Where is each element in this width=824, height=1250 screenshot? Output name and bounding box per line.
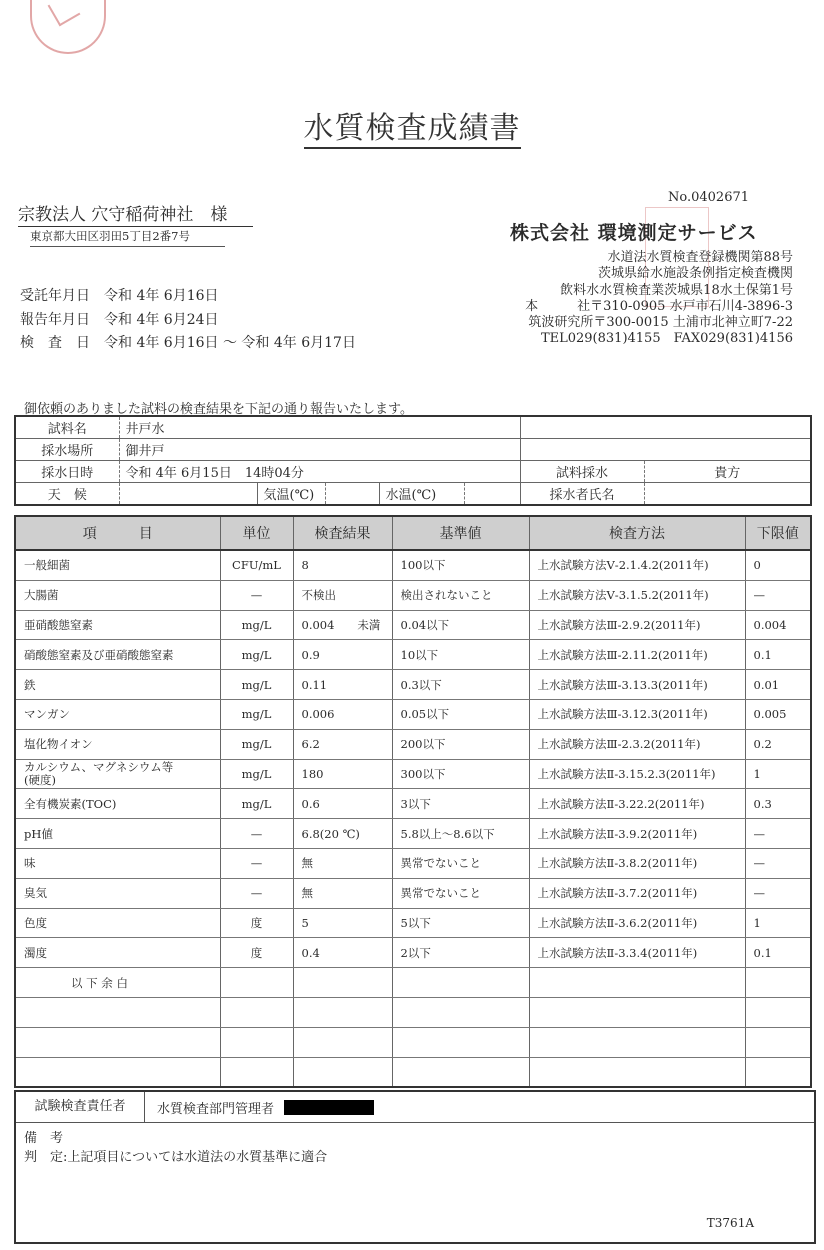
cell-item: 濁度 — [15, 938, 220, 968]
air-temp-value — [325, 483, 379, 506]
datetime-value: 令和 4年 6月15日 14時04分 — [119, 461, 520, 483]
sample-name-value: 井戸水 — [119, 416, 520, 439]
empty-cell — [293, 1027, 392, 1057]
header-limit: 下限値 — [745, 516, 811, 550]
document-number: No.0402671 — [668, 190, 750, 205]
header-item: 項 目 — [15, 516, 220, 550]
empty-cell — [392, 1057, 529, 1087]
location-value: 御井戸 — [119, 439, 520, 461]
cell-item: カルシウム、マグネシウム等 (硬度) — [15, 759, 220, 789]
cell-standard: 300以下 — [392, 759, 529, 789]
table-row — [15, 938, 811, 968]
cell-standard: 0.04以下 — [392, 610, 529, 640]
cell-method: 上水試験方法Ⅲ-2.9.2(2011年) — [529, 610, 745, 640]
cell-method: 上水試験方法Ⅴ-3.1.5.2(2011年) — [529, 580, 745, 610]
table-row — [15, 610, 811, 640]
date-value: 令和 4年 6月16日 ～ 令和 4年 6月17日 — [104, 335, 356, 351]
table-row — [15, 789, 811, 819]
cell-unit: mg/L — [220, 729, 293, 759]
cell-standard: 5.8以上～8.6以下 — [392, 819, 529, 849]
remarks-label: 備 考 — [24, 1131, 64, 1146]
table-row — [15, 848, 811, 878]
cell-item: 臭気 — [15, 878, 220, 908]
cell-result: 180 — [293, 759, 392, 789]
cell-limit: — — [745, 819, 811, 849]
responsible-value: 水質検査部門管理者 — [157, 1101, 275, 1117]
table-row — [15, 670, 811, 700]
empty-cell — [293, 997, 392, 1027]
cell-method: 上水試験方法Ⅱ-3.7.2(2011年) — [529, 878, 745, 908]
cell-limit: 0.005 — [745, 699, 811, 729]
cell-limit: — — [745, 580, 811, 610]
empty-cell — [220, 1027, 293, 1057]
cell-limit: 0.1 — [745, 938, 811, 968]
water-temp-label: 水温(℃) — [379, 483, 464, 506]
cell-item: 色度 — [15, 908, 220, 938]
sampler-value — [644, 483, 811, 506]
info-row — [15, 416, 811, 439]
cell-result: 無 — [293, 848, 392, 878]
empty-cell — [745, 968, 811, 998]
sampling-value: 貴方 — [644, 461, 811, 483]
cell-limit: 0.2 — [745, 729, 811, 759]
date-row — [20, 285, 356, 309]
empty-row — [15, 1057, 811, 1087]
info-row — [15, 483, 811, 506]
company-details — [493, 250, 793, 348]
date-label: 報告年月日 — [20, 311, 90, 328]
cell-result: 6.8(20 ℃) — [293, 819, 392, 849]
table-row — [15, 908, 811, 938]
info-row — [15, 461, 811, 483]
empty-cell — [15, 997, 220, 1027]
cell-method: 上水試験方法Ⅱ-3.9.2(2011年) — [529, 819, 745, 849]
cell-unit: mg/L — [220, 610, 293, 640]
intro-text: 御依頼のありました試料の検査結果を下記の通り報告いたします。 — [24, 402, 413, 417]
cell-item: 硝酸態窒素及び亜硝酸態窒素 — [15, 640, 220, 670]
header-unit: 単位 — [220, 516, 293, 550]
cell-unit: CFU/mL — [220, 550, 293, 580]
cell-unit: mg/L — [220, 670, 293, 700]
table-row — [15, 550, 811, 580]
cell-method: 上水試験方法Ⅲ-2.11.2(2011年) — [529, 640, 745, 670]
cell-method: 上水試験方法Ⅲ-3.13.3(2011年) — [529, 670, 745, 700]
cell-item: 味 — [15, 848, 220, 878]
sample-info-table — [14, 415, 812, 506]
empty-cell — [529, 968, 745, 998]
cell-method: 上水試験方法Ⅲ-2.3.2(2011年) — [529, 729, 745, 759]
empty-cell — [392, 997, 529, 1027]
company-line: TEL029(831)4155 FAX029(831)4156 — [540, 331, 793, 347]
table-row — [15, 729, 811, 759]
empty-cell — [520, 439, 811, 461]
cell-item: 塩化物イオン — [15, 729, 220, 759]
company-line: 本 社〒310-0905 水戸市石川4-3896-3 — [525, 298, 793, 314]
cell-standard: 検出されないこと — [392, 580, 529, 610]
cell-limit: — — [745, 848, 811, 878]
cell-result: 不検出 — [293, 580, 392, 610]
document-title: 水質検査成績書 — [0, 103, 824, 147]
table-row — [15, 878, 811, 908]
cell-limit: 0.1 — [745, 640, 811, 670]
table-row — [15, 699, 811, 729]
table-row — [15, 640, 811, 670]
cell-item: 亜硝酸態窒素 — [15, 610, 220, 640]
cell-unit: — — [220, 878, 293, 908]
cell-item: pH値 — [15, 819, 220, 849]
table-row — [15, 580, 811, 610]
date-value: 令和 4年 6月24日 — [104, 311, 219, 328]
cell-method: 上水試験方法Ⅲ-3.12.3(2011年) — [529, 699, 745, 729]
empty-cell — [392, 1027, 529, 1057]
cell-standard: 2以下 — [392, 938, 529, 968]
cell-unit: mg/L — [220, 789, 293, 819]
cell-method: 上水試験方法Ⅱ-3.15.2.3(2011年) — [529, 759, 745, 789]
date-label: 受託年月日 — [20, 288, 90, 304]
cell-method: 上水試験方法Ⅱ-3.3.4(2011年) — [529, 938, 745, 968]
cell-limit: 0 — [745, 550, 811, 580]
cell-standard: 異常でないこと — [392, 848, 529, 878]
empty-cell — [220, 1057, 293, 1087]
results-table — [14, 515, 812, 1088]
cell-result: 5 — [293, 908, 392, 938]
cell-standard: 5以下 — [392, 908, 529, 938]
cell-unit: mg/L — [220, 640, 293, 670]
cell-standard: 0.05以下 — [392, 699, 529, 729]
cell-unit: 度 — [220, 908, 293, 938]
company-line: 水道法水質検査登録機関第88号 — [607, 250, 793, 265]
cell-item: 一般細菌 — [15, 550, 220, 580]
header-result: 検査結果 — [293, 516, 392, 550]
company-line: 飲料水水質検査業茨城県18水土保第1号 — [560, 282, 793, 298]
top-seal-stamp — [30, 0, 106, 54]
date-label: 検 査 日 — [20, 335, 90, 351]
location-label: 採水場所 — [15, 439, 119, 461]
cell-standard: 10以下 — [392, 640, 529, 670]
empty-row — [15, 1027, 811, 1057]
weather-label: 天 候 — [15, 483, 119, 506]
water-temp-value — [464, 483, 520, 506]
client-address: 東京都大田区羽田5丁目2番7号 — [30, 228, 225, 247]
cell-standard: 3以下 — [392, 789, 529, 819]
cell-unit: — — [220, 819, 293, 849]
weather-value — [119, 483, 257, 506]
empty-cell — [529, 1027, 745, 1057]
footer-box — [14, 1090, 816, 1244]
empty-cell — [745, 997, 811, 1027]
table-row — [15, 819, 811, 849]
cell-standard: 100以下 — [392, 550, 529, 580]
cell-standard: 200以下 — [392, 729, 529, 759]
cell-result: 無 — [293, 878, 392, 908]
empty-cell — [220, 997, 293, 1027]
cell-result: 8 — [293, 550, 392, 580]
cell-method: 上水試験方法Ⅴ-2.1.4.2(2011年) — [529, 550, 745, 580]
empty-cell — [529, 997, 745, 1027]
company-line: 筑波研究所〒300-0015 土浦市北神立町7-22 — [528, 315, 793, 331]
responsible-row — [16, 1092, 814, 1123]
cell-result: 0.004 未満 — [293, 610, 392, 640]
cell-result: 0.6 — [293, 789, 392, 819]
cell-method: 上水試験方法Ⅱ-3.6.2(2011年) — [529, 908, 745, 938]
empty-cell — [293, 1057, 392, 1087]
cell-unit: mg/L — [220, 759, 293, 789]
cell-limit: — — [745, 878, 811, 908]
form-code: T3761A — [706, 1216, 754, 1230]
cell-item: マンガン — [15, 699, 220, 729]
client-name: 宗教法人 穴守稲荷神社 様 — [18, 200, 253, 227]
header-standard: 基準値 — [392, 516, 529, 550]
cell-method: 上水試験方法Ⅱ-3.8.2(2011年) — [529, 848, 745, 878]
cell-result: 0.9 — [293, 640, 392, 670]
cell-item: 全有機炭素(TOC) — [15, 789, 220, 819]
judgment-text: 判 定:上記項目については水道法の水質基準に適合 — [24, 1150, 328, 1165]
table-row — [15, 759, 811, 789]
empty-cell — [745, 1057, 811, 1087]
sampler-label: 採水者氏名 — [520, 483, 644, 506]
cell-unit: mg/L — [220, 699, 293, 729]
dates-block — [20, 285, 356, 356]
cell-result: 0.4 — [293, 938, 392, 968]
cell-unit: 度 — [220, 938, 293, 968]
empty-row — [15, 968, 811, 998]
empty-cell — [520, 416, 811, 439]
end-note: 以 下 余 白 — [15, 968, 220, 998]
empty-cell — [15, 1057, 220, 1087]
cell-unit: — — [220, 580, 293, 610]
empty-cell — [293, 968, 392, 998]
empty-cell — [529, 1057, 745, 1087]
cell-item: 鉄 — [15, 670, 220, 700]
empty-cell — [220, 968, 293, 998]
cell-method: 上水試験方法Ⅱ-3.22.2(2011年) — [529, 789, 745, 819]
cell-limit: 0.01 — [745, 670, 811, 700]
sample-name-label: 試料名 — [15, 416, 119, 439]
air-temp-label: 気温(℃) — [257, 483, 325, 506]
date-value: 令和 4年 6月16日 — [104, 288, 219, 304]
empty-cell — [745, 1027, 811, 1057]
empty-cell — [392, 968, 529, 998]
company-name: 株式会社 環境測定サービス — [510, 222, 758, 244]
cell-result: 6.2 — [293, 729, 392, 759]
cell-limit: 1 — [745, 759, 811, 789]
cell-item: 大腸菌 — [15, 580, 220, 610]
date-row — [20, 309, 356, 333]
cell-limit: 0.3 — [745, 789, 811, 819]
date-row — [20, 332, 356, 356]
empty-cell — [15, 1027, 220, 1057]
cell-standard: 0.3以下 — [392, 670, 529, 700]
cell-standard: 異常でないこと — [392, 878, 529, 908]
cell-result: 0.11 — [293, 670, 392, 700]
sampling-label: 試料採水 — [520, 461, 644, 483]
company-line: 茨城県給水施設条例指定検査機関 — [597, 266, 793, 282]
cell-limit: 0.004 — [745, 610, 811, 640]
header-method: 検査方法 — [529, 516, 745, 550]
empty-row — [15, 997, 811, 1027]
results-header-row — [15, 516, 811, 550]
cell-limit: 1 — [745, 908, 811, 938]
responsible-label: 試験検査責任者 — [16, 1092, 145, 1122]
cell-unit: — — [220, 848, 293, 878]
remarks-section — [16, 1123, 814, 1173]
redacted-name — [284, 1100, 374, 1115]
cell-result: 0.006 — [293, 699, 392, 729]
datetime-label: 採水日時 — [15, 461, 119, 483]
info-row — [15, 439, 811, 461]
